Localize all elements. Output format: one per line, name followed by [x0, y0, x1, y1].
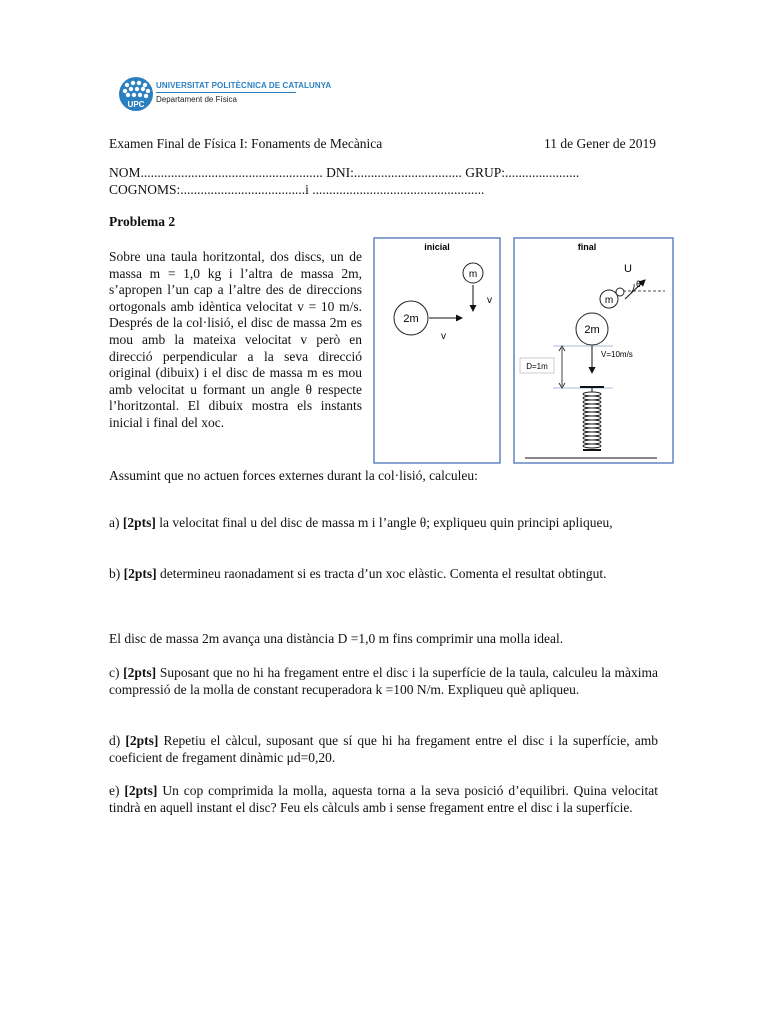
- distance-label: D=1m: [526, 362, 548, 371]
- question-a: [109, 514, 658, 531]
- question-b-text: determineu raonadament si es tracta d’un xoc elàstic. Comenta el resultat obtingut.: [156, 566, 607, 581]
- velocity-10-label: V=10m/s: [601, 350, 633, 359]
- velocity-u-label: U: [624, 263, 632, 275]
- exam-title: Examen Final de Física I: Fonaments de Mecànica: [109, 136, 383, 151]
- collision-figure: [373, 237, 675, 465]
- assumption-text: Assumint que no actuen forces externes durant la col·lisió, calculeu:: [109, 468, 478, 483]
- initial-panel-title: inicial: [424, 242, 450, 252]
- question-b-prefix: b): [109, 566, 124, 581]
- question-e-prefix: e): [109, 783, 125, 798]
- question-d-text: Repetiu el càlcul, suposant que sí que hi ha fregament entre el disc i la superfície, amb coeficient de fregament dinàmic μd=0,20.: [109, 733, 658, 765]
- upc-logo: [118, 74, 332, 114]
- question-d-prefix: d): [109, 733, 126, 748]
- problem-intro: Sobre una taula horitzontal, dos discs, un de massa m = 1,0 kg i l’altra de massa 2m, s’apropen l’un cap a l’altre des de direccions ortogonals amb idèntica velocitat v = 10 m/s. Després de la col·lisió, el disc de massa 2m es mou amb la mateixa velocitat v però en direcció perpendicular a la seva direcció original (dibuix) i el disc de massa m es mou amb velocitat u formant un angle θ respecte l’horitzontal. El dibuix mostra els instants inicial i final del xoc.: [109, 249, 362, 430]
- exam-date: 11 de Gener de 2019: [544, 136, 656, 151]
- question-a-points: [2pts]: [122, 515, 156, 530]
- theta-label: θ: [636, 279, 642, 289]
- department-name: Departament de Física: [156, 95, 237, 104]
- question-e-text: Un cop comprimida la molla, aquesta torna a la seva posició d’equilibri. Quina velocitat tindrà en aquell instant el disc? Feu els càlculs amb i sense fregament entre el disc i la superfície.: [109, 783, 658, 815]
- nom-dni-grup-line: NOM...................................................... DNI:................................ GRUP:......................: [109, 165, 580, 180]
- question-b: [109, 565, 658, 582]
- question-b-points: [2pts]: [123, 566, 157, 581]
- disc-m-final-label: m: [604, 295, 614, 306]
- logo-divider: [156, 92, 296, 93]
- final-panel: [514, 238, 673, 463]
- question-c: [109, 664, 658, 698]
- disc-distance-text: El disc de massa 2m avança una distància D =1,0 m fins comprimir una molla ideal.: [109, 631, 564, 646]
- question-c-prefix: c): [109, 665, 124, 680]
- final-panel-title: final: [577, 242, 597, 252]
- problem-title: Problema 2: [109, 214, 176, 229]
- velocity-label-down: v: [487, 295, 492, 306]
- question-d-points: [2pts]: [125, 733, 159, 748]
- question-a-text: la velocitat final u del disc de massa m i l’angle θ; expliqueu quin principi apliqueu,: [155, 515, 613, 530]
- question-e-points: [2pts]: [124, 783, 158, 798]
- question-c-text: Suposant que no hi ha fregament entre el disc i la superfície de la taula, calculeu la màxima compressió de la molla de constant recuperadora k =100 N/m. Expliqueu què apliqueu.: [109, 665, 658, 697]
- velocity-label-right: v: [441, 331, 446, 342]
- question-c-points: [2pts]: [123, 665, 157, 680]
- cognoms-line: COGNOMS:.....................................i ...................................................: [109, 182, 485, 197]
- disc-2m-label: 2m: [403, 313, 419, 325]
- spring: [583, 392, 601, 448]
- question-e: [109, 782, 658, 816]
- disc-m-label: m: [468, 269, 478, 280]
- logo-abbrev: UPC: [127, 100, 145, 109]
- question-d: [109, 732, 658, 766]
- question-a-prefix: a): [109, 515, 123, 530]
- upc-logo-icon: [118, 76, 154, 112]
- university-name: UNIVERSITAT POLITÈCNICA DE CATALUNYA: [156, 81, 332, 90]
- disc-2m-final-label: 2m: [584, 324, 600, 336]
